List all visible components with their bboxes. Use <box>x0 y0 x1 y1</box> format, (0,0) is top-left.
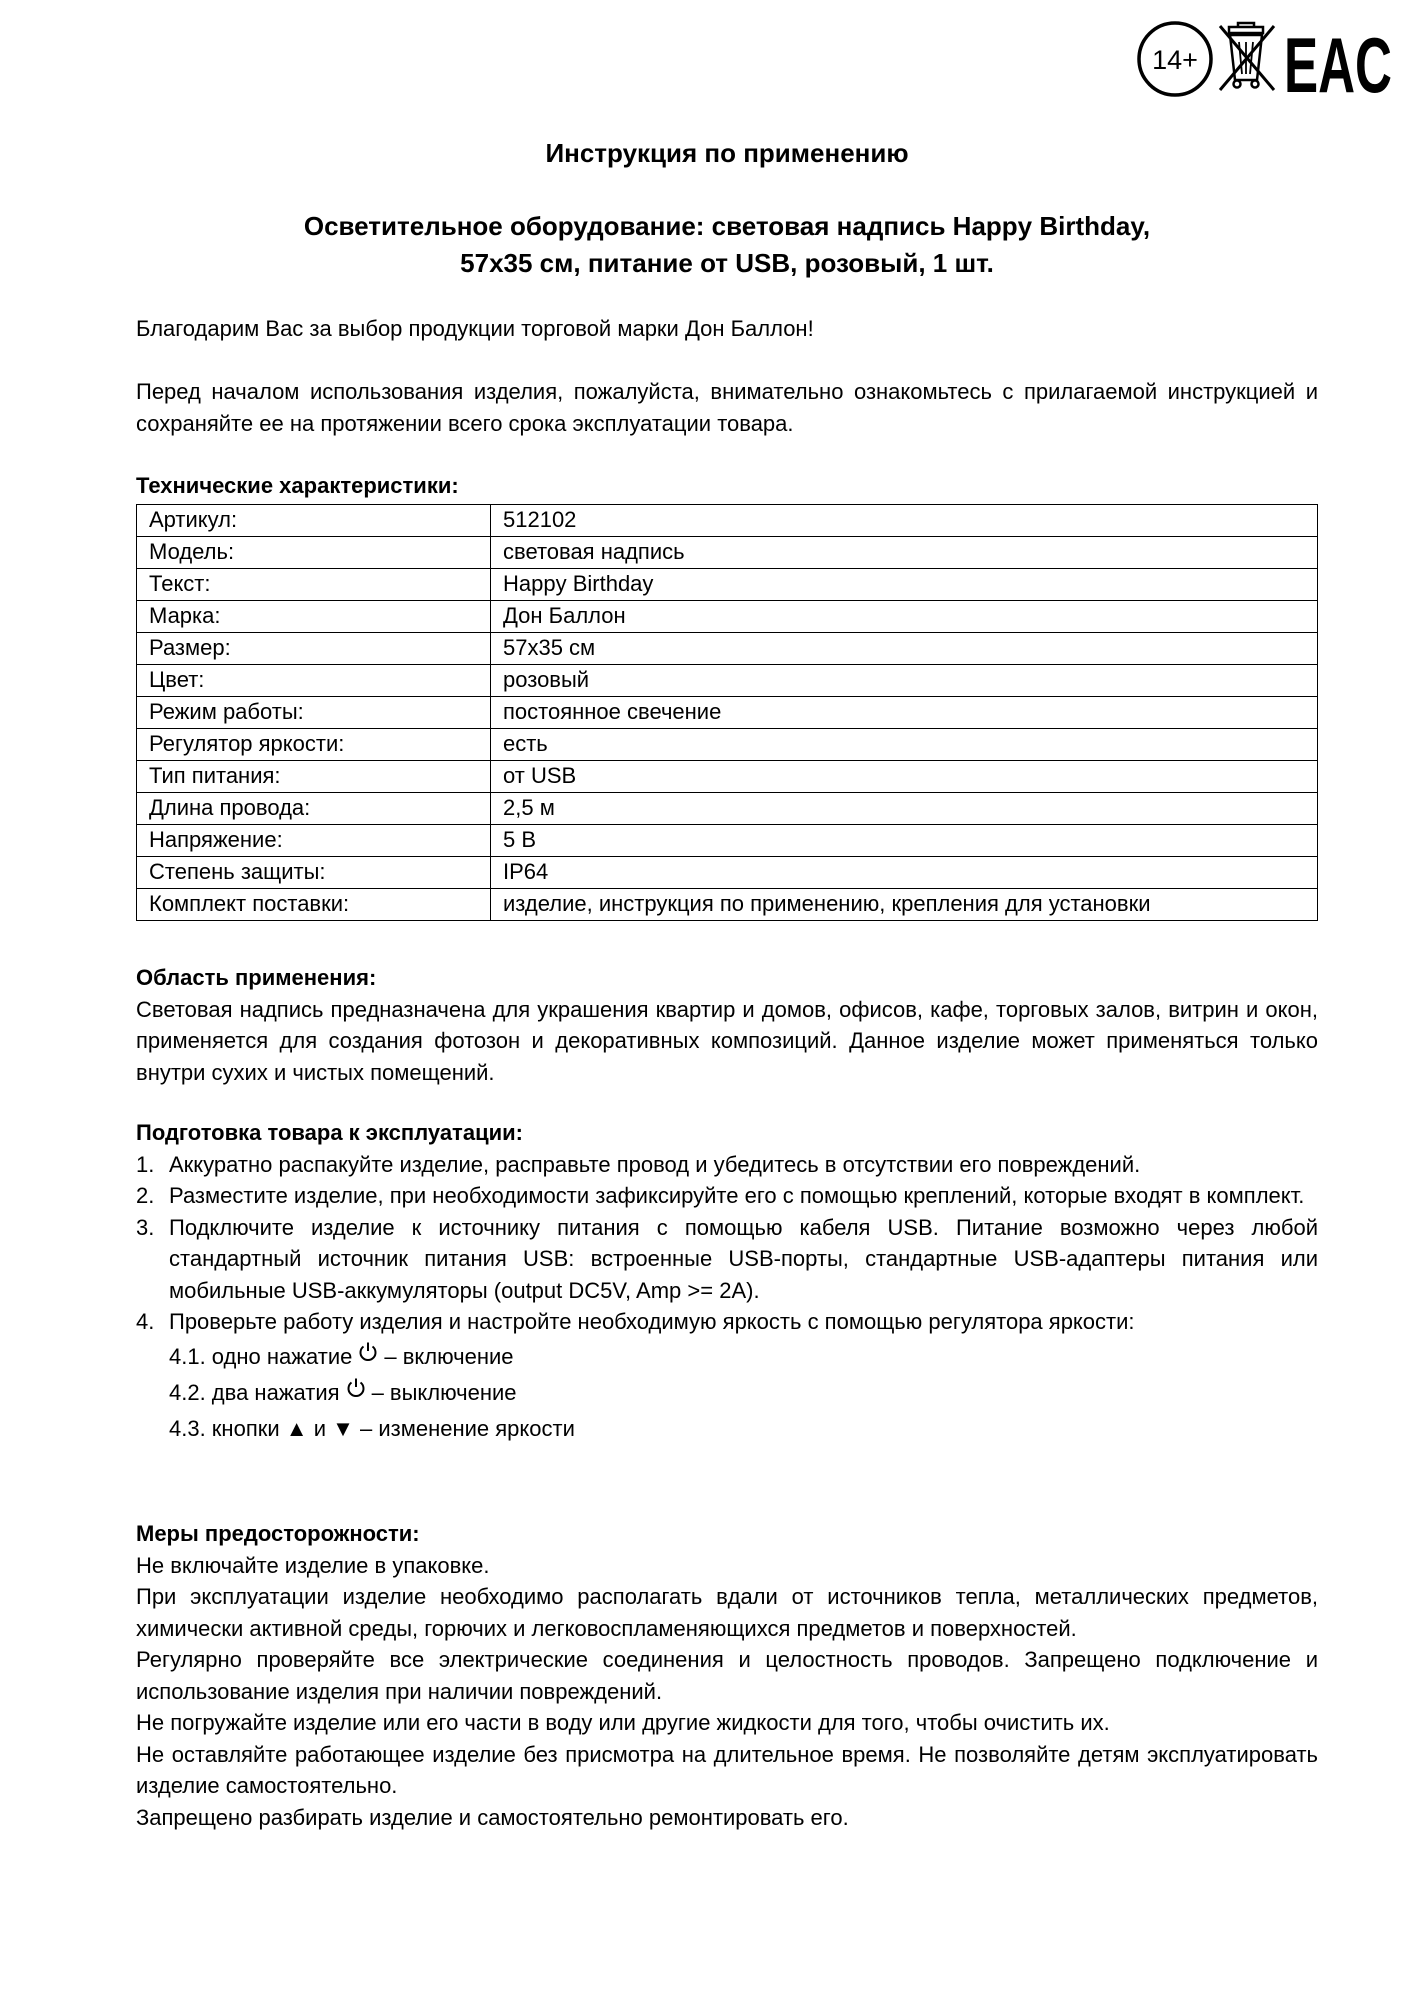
precaution-item: Запрещено разбирать изделие и самостоятельно ремонтировать его. <box>136 1804 849 1830</box>
step-number: 3. <box>136 1214 155 1240</box>
spec-value: Happy Birthday <box>491 568 1318 600</box>
table-row <box>137 728 1318 760</box>
intro-thanks: Благодарим Вас за выбор продукции торговой марки Дон Баллон! <box>136 316 814 341</box>
power-icon <box>358 1338 378 1374</box>
spec-value: световая надпись <box>491 536 1318 568</box>
substep-text: 4.3. кнопки <box>169 1415 280 1441</box>
page-title: Инструкция по применению <box>545 138 909 168</box>
eac-logo: EAC <box>1284 21 1392 100</box>
table-row <box>137 888 1318 920</box>
spec-key: Тип питания: <box>137 760 491 792</box>
prep-steps-list <box>136 1149 1318 1338</box>
spec-key: Текст: <box>137 568 491 600</box>
precaution-item: Регулярно проверяйте все электрические соединения и целостность проводов. Запрещено подключение и использование изделия при наличии повреждений. <box>136 1647 1318 1704</box>
substep-text: и <box>313 1415 326 1441</box>
precaution-item: Не погружайте изделие или его части в воду или другие жидкости для того, чтобы очистить их. <box>136 1710 1110 1735</box>
triangle-up-icon: ▲ <box>285 1415 308 1441</box>
precautions-heading: Меры предосторожности: <box>136 1521 420 1546</box>
table-row <box>137 760 1318 792</box>
spec-key: Марка: <box>137 600 491 632</box>
step-number: 4. <box>136 1309 155 1334</box>
spec-key: Артикул: <box>137 504 491 536</box>
power-icon <box>346 1374 366 1410</box>
list-item <box>136 1180 1318 1212</box>
crossed-out-wheelie-bin-icon <box>1220 23 1274 90</box>
spec-value: 5 В <box>491 824 1318 856</box>
spec-value: Дон Баллон <box>491 600 1318 632</box>
step-text: Проверьте работу изделия и настройте необходимую яркость с помощью регулятора яркости: <box>169 1309 1135 1334</box>
prep-heading: Подготовка товара к эксплуатации: <box>136 1120 523 1145</box>
spec-key: Напряжение: <box>137 824 491 856</box>
table-row <box>137 856 1318 888</box>
subtitle-line-2: 57х35 см, питание от USB, розовый, 1 шт. <box>460 248 994 278</box>
spec-value: розовый <box>491 664 1318 696</box>
spec-key: Режим работы: <box>137 696 491 728</box>
list-item <box>136 1149 1318 1181</box>
step-text: Аккуратно распакуйте изделие, расправьте провод и убедитесь в отсутствии его повреждений. <box>169 1151 1141 1177</box>
marks-svg <box>1134 18 1396 100</box>
precaution-item: При эксплуатации изделие необходимо располагать вдали от источников тепла, металлических предметов, химически активной среды, горючих и легковоспламеняющихся предметов и поверхностей. <box>136 1584 1318 1641</box>
precaution-item: Не включайте изделие в упаковке. <box>136 1552 490 1578</box>
substep-text: 4.2. два нажатия <box>169 1379 340 1405</box>
spec-key: Регулятор яркости: <box>137 728 491 760</box>
table-row <box>137 568 1318 600</box>
specs-heading: Технические характеристики: <box>136 473 459 498</box>
certification-marks <box>1134 18 1396 100</box>
spec-key: Длина провода: <box>137 792 491 824</box>
spec-key: Размер: <box>137 632 491 664</box>
area-text: Световая надпись предназначена для украшения квартир и домов, офисов, кафе, торговых залов, витрин и окон, применяется для создания фотозон и декоративных композиций. Данное изделие может применяться только внутри сухих и чистых помещений. <box>136 996 1318 1085</box>
step-number: 2. <box>136 1183 155 1208</box>
spec-value: IP64 <box>491 856 1318 888</box>
spec-value: 57х35 см <box>491 632 1318 664</box>
table-row <box>137 792 1318 824</box>
product-subtitle <box>136 208 1318 282</box>
step-number: 1. <box>136 1151 155 1177</box>
spec-value: от USB <box>491 760 1318 792</box>
precautions-section <box>136 1518 1318 1833</box>
substep-text: – включение <box>384 1343 514 1369</box>
spec-value: постоянное свечение <box>491 696 1318 728</box>
intro-notice: Перед началом использования изделия, пожалуйста, внимательно ознакомьтесь с прилагаемой инструкцией и сохраняйте ее на протяжении всего срока эксплуатации товара. <box>136 379 1318 436</box>
spec-value: есть <box>491 728 1318 760</box>
substep-text: – выключение <box>371 1379 517 1405</box>
prep-section <box>136 1117 1318 1447</box>
spec-key: Цвет: <box>137 664 491 696</box>
table-row <box>137 600 1318 632</box>
spec-value: 2,5 м <box>491 792 1318 824</box>
spec-key: Комплект поставки: <box>137 888 491 920</box>
table-row <box>137 536 1318 568</box>
step-text: Подключите изделие к источнику питания с помощью кабеля USB. Питание возможно через любой стандартный источник питания USB: встроенные USB-порты, стандартные USB-адаптеры питания или мобильные USB-аккумуляторы (output DC5V, Amp >= 2А). <box>169 1214 1318 1303</box>
substep-text: 4.1. одно нажатие <box>169 1343 353 1369</box>
brightness-substeps <box>136 1338 1318 1447</box>
subtitle-line-1: Осветительное оборудование: световая надпись Happy Birthday, <box>303 211 1151 241</box>
substep-text: – изменение яркости <box>360 1415 575 1441</box>
triangle-down-icon: ▼ <box>332 1415 354 1441</box>
substep-power-off <box>169 1374 1318 1411</box>
list-item <box>136 1212 1318 1307</box>
area-section <box>136 962 1318 1088</box>
specs-table <box>136 504 1318 921</box>
table-row <box>137 664 1318 696</box>
area-heading: Область применения: <box>136 965 377 990</box>
substep-brightness <box>169 1411 1318 1447</box>
substep-power-on <box>169 1338 1318 1374</box>
spec-key: Модель: <box>137 536 491 568</box>
table-row <box>137 632 1318 664</box>
spec-value: изделие, инструкция по применению, крепления для установки <box>491 888 1318 920</box>
table-row <box>137 824 1318 856</box>
spec-value: 512102 <box>491 504 1318 536</box>
table-row <box>137 696 1318 728</box>
specs-section <box>136 470 1318 921</box>
step-text: Разместите изделие, при необходимости зафиксируйте его с помощью креплений, которые входят в комплект. <box>169 1183 1305 1208</box>
age-rating-label: 14+ <box>1152 45 1198 75</box>
list-item <box>136 1306 1318 1338</box>
table-row <box>137 504 1318 536</box>
spec-key: Степень защиты: <box>137 856 491 888</box>
precaution-item: Не оставляйте работающее изделие без присмотра на длительное время. Не позволяйте детям эксплуатировать изделие самостоятельно. <box>136 1741 1318 1798</box>
